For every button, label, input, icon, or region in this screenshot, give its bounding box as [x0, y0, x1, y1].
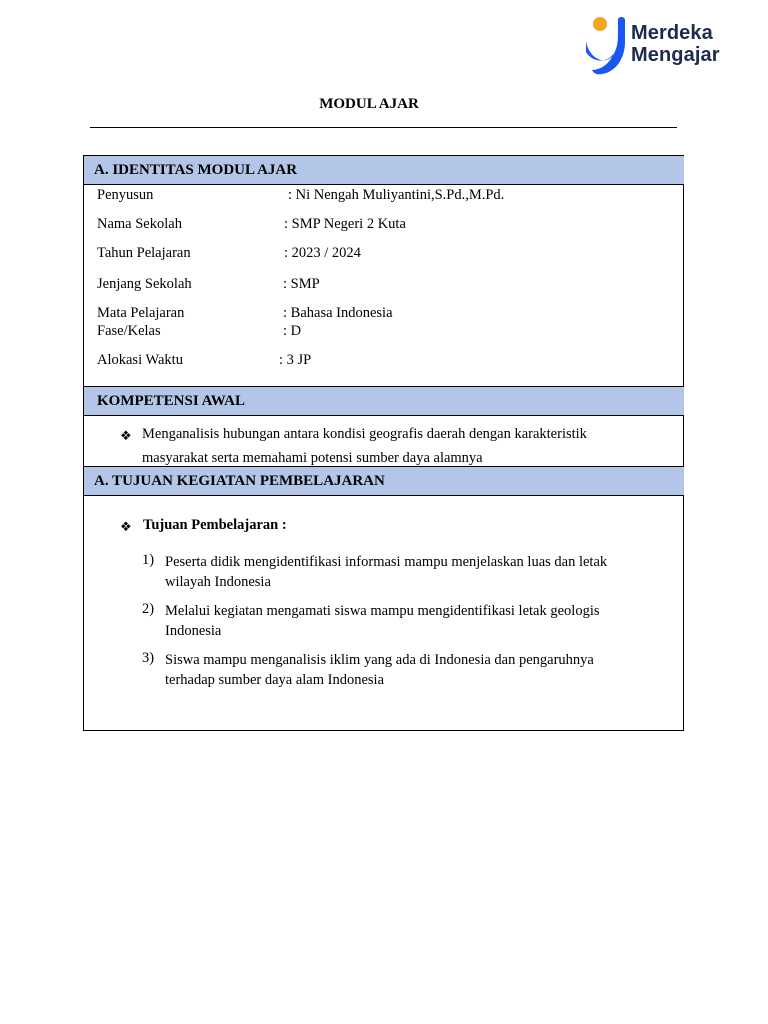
logo-line-2: Mengajar — [631, 44, 720, 66]
field-label: Jenjang Sekolah — [97, 276, 192, 292]
tujuan-subheading: Tujuan Pembelajaran : — [143, 517, 287, 533]
field-value: : Ni Nengah Muliyantini,S.Pd.,M.Pd. — [288, 187, 505, 203]
field-value: : SMP Negeri 2 Kuta — [284, 216, 406, 232]
tujuan-item-text: Peserta didik mengidentifikasi informasi mampu menjelaskan luas dan letak wilayah Indonesia — [165, 554, 608, 590]
field-value: : D — [283, 323, 302, 339]
title-divider — [90, 127, 677, 128]
field-label: Mata Pelajaran — [97, 305, 185, 321]
field-value: : Bahasa Indonesia — [283, 305, 393, 321]
logo-line-1: Merdeka — [631, 22, 713, 44]
kompetensi-text-line-2: masyarakat serta memahami potensi sumber daya alamnya — [142, 450, 483, 466]
logo-wordmark — [631, 22, 720, 66]
field-label: Fase/Kelas — [97, 323, 161, 339]
tujuan-item-number: 3) — [142, 650, 155, 666]
section-header-kompetensi — [84, 386, 684, 416]
merdeka-mengajar-logo — [580, 14, 740, 78]
field-label: Nama Sekolah — [97, 216, 182, 232]
tujuan-item-text: Siswa mampu menganalisis iklim yang ada di Indonesia dan pengaruhnya terhadap sumber daya alam Indonesia — [165, 652, 594, 688]
section-heading-identitas: A. IDENTITAS MODUL AJAR — [94, 162, 298, 178]
field-label: Tahun Pelajaran — [97, 245, 191, 261]
field-value: : SMP — [283, 276, 320, 292]
tujuan-item-text: Melalui kegiatan mengamati siswa mampu mengidentifikasi letak geologis Indonesia — [165, 603, 600, 639]
field-value: : 3 JP — [279, 352, 312, 368]
field-label: Penyusun — [97, 187, 154, 203]
merdeka-mengajar-logo-icon — [580, 14, 632, 78]
section-heading-kompetensi: KOMPETENSI AWAL — [97, 393, 245, 409]
tujuan-item-number: 2) — [142, 601, 155, 617]
section-heading-tujuan: A. TUJUAN KEGIATAN PEMBELAJARAN — [94, 473, 385, 489]
section-header-identitas — [84, 155, 684, 185]
section-header-tujuan — [84, 466, 684, 496]
tujuan-item-number: 1) — [142, 552, 155, 568]
field-value: : 2023 / 2024 — [284, 245, 361, 261]
field-label: Alokasi Waktu — [97, 352, 183, 368]
document-title: MODUL AJAR — [319, 96, 419, 112]
diamond-bullet-icon: ❖ — [120, 519, 132, 534]
diamond-bullet-icon: ❖ — [120, 428, 132, 443]
kompetensi-text-line-1: Menganalisis hubungan antara kondisi geografis daerah dengan karakteristik — [142, 426, 587, 442]
